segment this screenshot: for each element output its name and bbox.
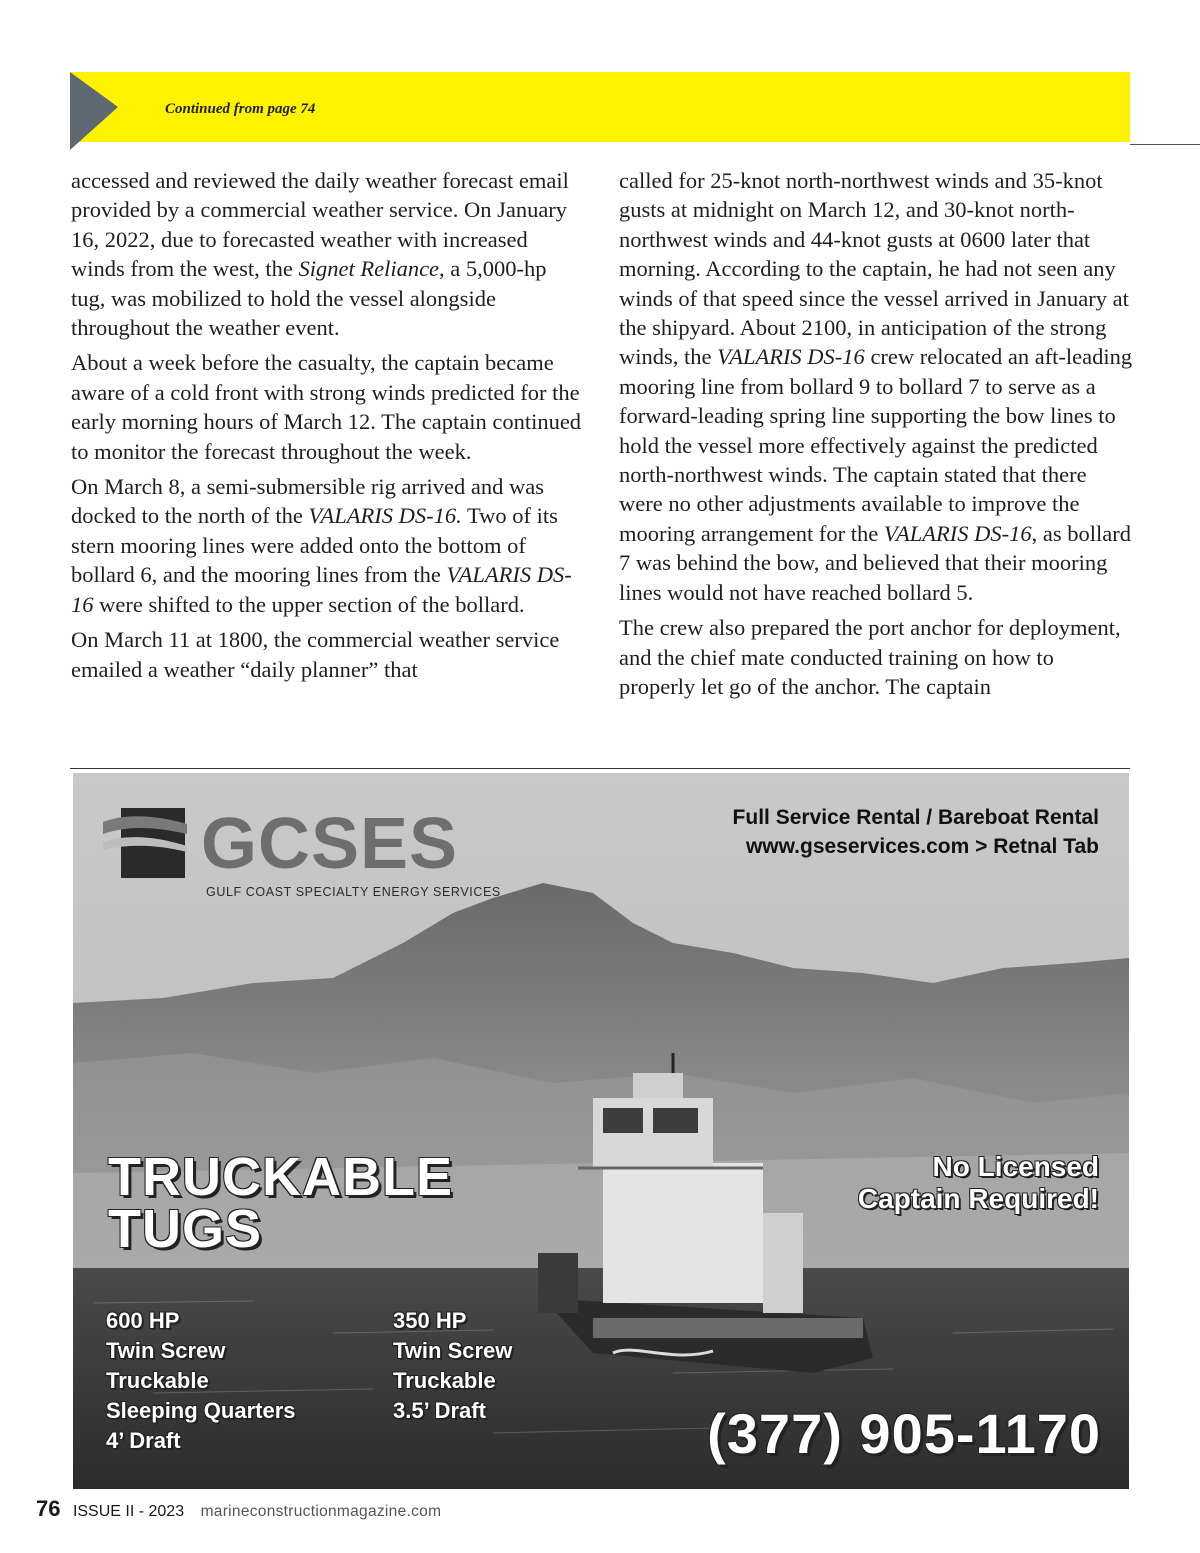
article-paragraph xyxy=(71,348,586,466)
article-paragraph xyxy=(619,613,1134,701)
spec-item: Twin Screw xyxy=(106,1338,226,1363)
ad-headline xyxy=(108,1147,453,1259)
gcses-logo-icon xyxy=(103,808,187,878)
vessel-name: VALARIS DS-16 xyxy=(717,344,865,370)
page-number: 76 xyxy=(36,1496,61,1521)
text-run: , as bollard 7 was behind the bow, and believed that their mooring lines would not have reached bollard 5. xyxy=(619,520,1131,605)
rental-line-services: Full Service Rental / Bareboat Rental xyxy=(732,806,1099,829)
header-rule xyxy=(1130,144,1200,145)
no-license-line-1: No Licensed xyxy=(932,1151,1099,1182)
spec-item: 600 HP xyxy=(106,1308,180,1333)
rental-line-url: www.gseservices.com > Retnal Tab xyxy=(745,835,1099,858)
text-run: On March 11 at 1800, the commercial weather service emailed a weather “daily planner” that xyxy=(71,627,560,682)
spec-item: Sleeping Quarters xyxy=(106,1398,296,1423)
article-column-right xyxy=(619,166,1134,707)
headline-line-1: TRUCKABLE xyxy=(108,1147,453,1207)
text-run: crew relocated an aft-leading mooring line from bollard 9 to bollard 7 to serve as a forward-leading spring line supporting the bow lines to hold the vessel more effectively against the predicted north-northwest winds. The captain stated that there were no other adjustments available to improve the mooring arrangement for the xyxy=(619,344,1133,546)
issue-label: ISSUE II - 2023 xyxy=(72,1503,185,1520)
text-run: called for 25-knot north-northwest winds and 35-knot gusts at midnight on March 12, and 30-knot north-northwest winds and 44-knot gusts at 0600 later that morning. According to the captain, he had not seen any winds of that speed since the vessel arrived in January at the shipyard. About 2100, in anticipation of the strong winds, the xyxy=(619,168,1129,370)
page-footer xyxy=(36,1496,441,1522)
article-column-left xyxy=(71,166,586,690)
article-paragraph xyxy=(71,472,586,619)
no-license-callout xyxy=(858,1151,1099,1215)
text-run: About a week before the casualty, the captain became aware of a cold front with strong winds predicted for the early morning hours of March 12. The captain continued to monitor the forecast throughout the week. xyxy=(71,350,582,464)
spec-item: 3.5’ Draft xyxy=(393,1398,486,1423)
chevron-right-icon xyxy=(70,72,118,150)
article-paragraph xyxy=(71,166,586,342)
site-url: marineconstructionmagazine.com xyxy=(200,1503,442,1520)
spec-item: Truckable xyxy=(393,1368,496,1393)
text-run: The crew also prepared the port anchor for deployment, and the chief mate conducted training on how to properly let go of the anchor. The captain xyxy=(619,615,1121,699)
no-license-line-2: Captain Required! xyxy=(857,1183,1099,1214)
spec-item: 350 HP xyxy=(393,1308,467,1333)
vessel-name: VALARIS DS-16 xyxy=(883,520,1032,546)
text-run: accessed and reviewed the daily weather forecast email provided by a commercial weather service. On January 16, 2022, due to forecasted weather with increased winds from the west, the xyxy=(71,168,569,282)
rental-info xyxy=(733,803,1099,861)
spec-list-600hp xyxy=(106,1306,296,1456)
text-run: were shifted to the upper section of the bollard. xyxy=(93,591,525,617)
vessel-name: VALARIS DS-16. xyxy=(308,503,462,529)
article-paragraph xyxy=(71,625,586,684)
spec-item: Twin Screw xyxy=(393,1338,513,1363)
gcses-tagline: GULF COAST SPECIALTY ENERGY SERVICES xyxy=(206,885,501,899)
vessel-name: VALARIS DS-16 xyxy=(71,562,572,617)
spec-list-350hp xyxy=(393,1306,512,1426)
text-run: , a 5,000-hp tug, was mobilized to hold the vessel alongside throughout the weather event. xyxy=(71,256,547,341)
spec-item: 4’ Draft xyxy=(106,1428,181,1453)
spec-item: Truckable xyxy=(106,1368,209,1393)
section-divider xyxy=(70,768,1130,769)
advertisement xyxy=(73,773,1129,1489)
text-run: On March 8, a semi-submersible rig arrived and was docked to the north of the xyxy=(71,474,544,529)
headline-line-2: TUGS xyxy=(108,1199,263,1259)
gcses-logo-text: GCSES xyxy=(201,804,459,884)
continued-from-label: Continued from page 74 xyxy=(165,101,316,117)
vessel-name: Signet Reliance xyxy=(298,256,440,282)
phone-number: (377) 905-1170 xyxy=(707,1402,1101,1465)
text-run: Two of its stern mooring lines were added onto the bottom of bollard 6, and the mooring lines from the xyxy=(71,503,558,588)
article-paragraph xyxy=(619,166,1134,607)
